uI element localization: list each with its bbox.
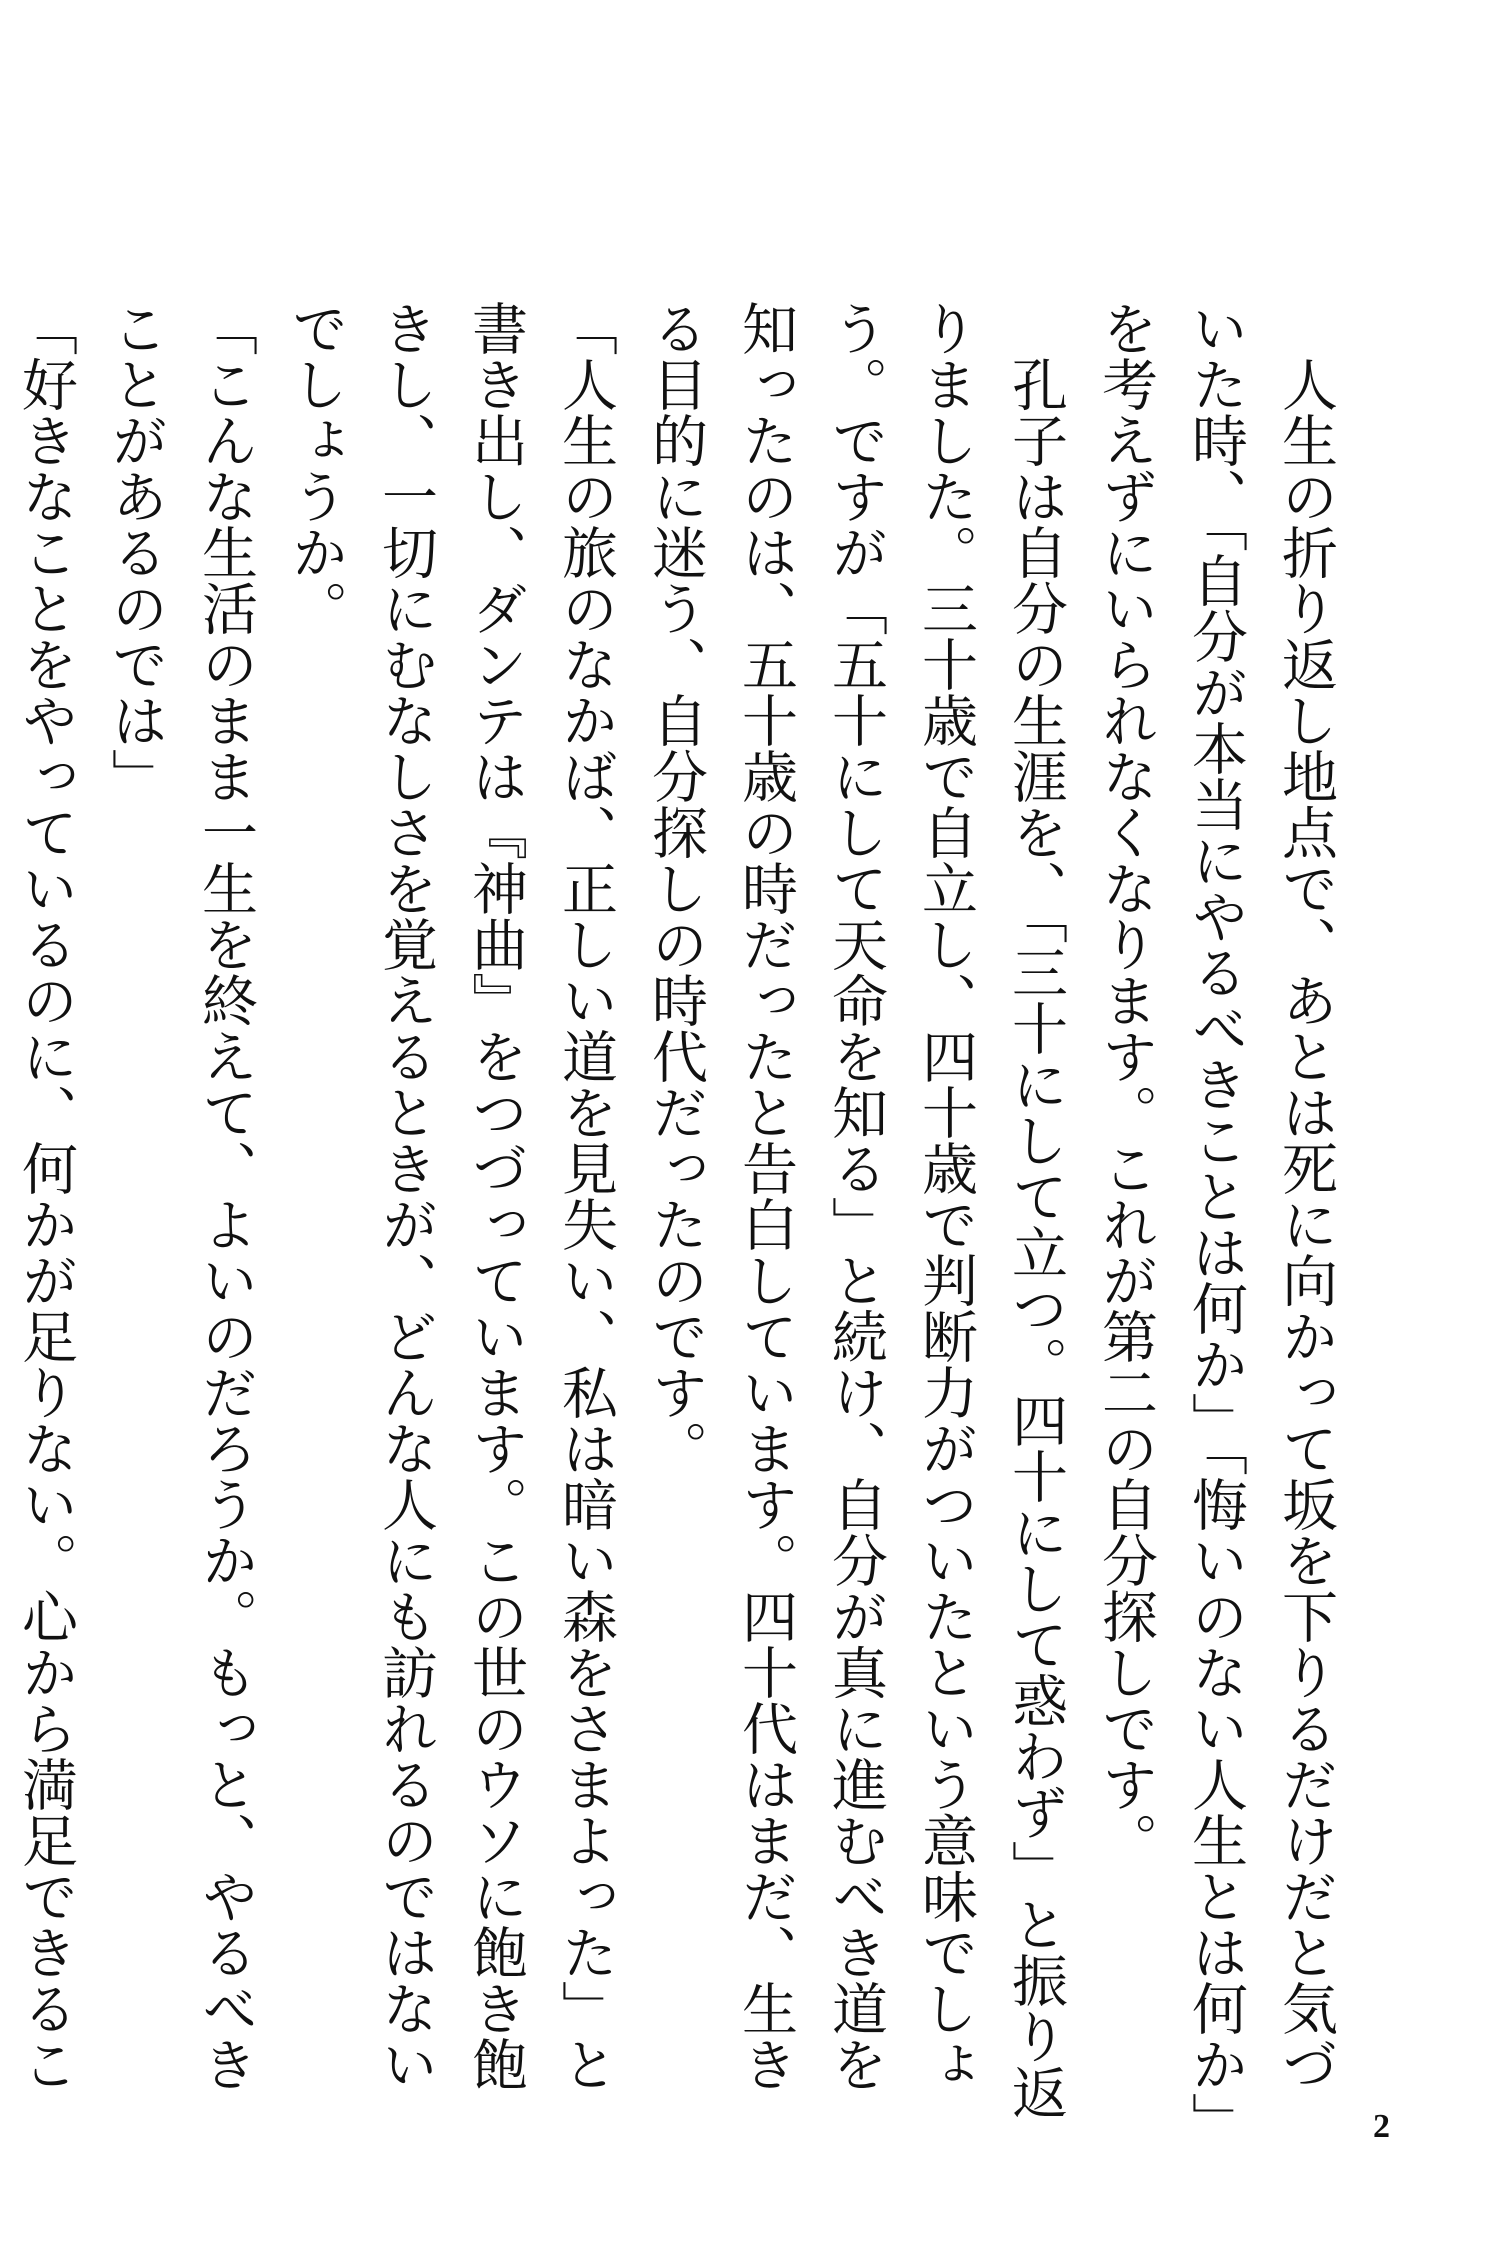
page-number: 2 [1373,2108,1390,2145]
quote-paragraph: 「好きなことをやっているのに、何かが足りない。心から満足できるこ [13,300,78,2092]
vertical-text-body [13,300,1350,2120]
quote-paragraph: 「人生の旅のなかば、正しい道を見失い、私は暗い森をさまよった」と書き出し、ダンテは『神曲』をつづっています。この世のウソに飽き飽きし、一切にむなしさを覚えるときが、どんな人にも訪れるのではないでしょうか。 [283,300,618,2092]
quote-paragraph: 「こんな生活のまま一生を終えて、よいのだろうか。もっと、やるべきことがあるのでは」 [103,300,258,2092]
paragraph: 孔子は自分の生涯を、「三十にして立つ。四十にして惑わず」と振り返りました。三十歳で自立し、四十歳で判断力がついたという意味でしょう。ですが「五十にして天命を知る」と続け、自分が真に進むべき道を知ったのは、五十歳の時だったと告白しています。四十代はまだ、生きる目的に迷う、自分探しの時代だったのです。 [643,300,1068,2120]
paragraph: 人生の折り返し地点で、あとは死に向かって坂を下りるだけだと気づいた時、「自分が本当にやるべきことは何か」「悔いのない人生とは何か」を考えずにいられなくなります。これが第二の自分探しです。 [1093,300,1338,2120]
